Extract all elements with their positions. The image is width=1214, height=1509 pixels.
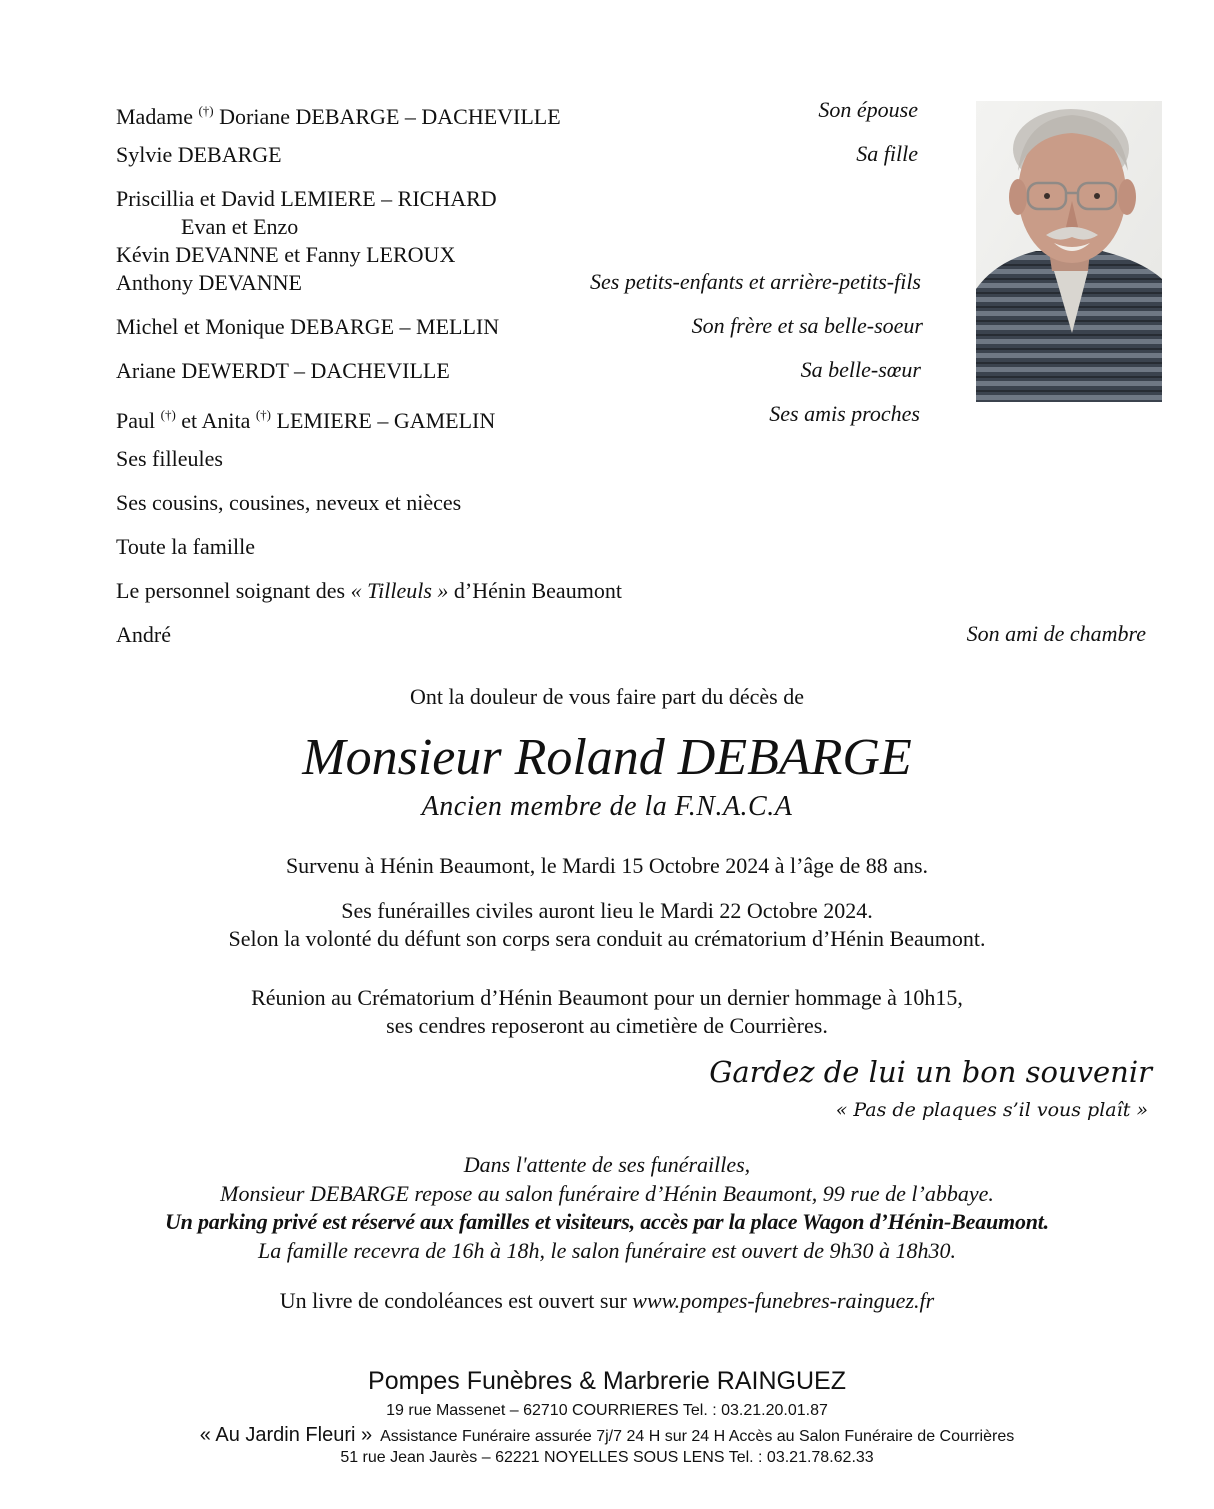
condolence-website-link[interactable]: www.pompes-funebres-rainguez.fr xyxy=(632,1288,935,1313)
relation-sister-in-law: Sa belle-sœur xyxy=(800,357,921,382)
condolence-book-line: Un livre de condoléances est ouvert sur www.pompes-funebres-rainguez.fr xyxy=(279,1288,935,1313)
relation-friends: Ses amis proches xyxy=(769,401,920,426)
visiting-hours-line: La famille recevra de 16h à 18h, le salon funéraire est ouvert de 9h30 à 18h30. xyxy=(258,1238,956,1263)
family-line-grandchild-3: Anthony DEVANNE xyxy=(116,270,302,295)
ashes-info: ses cendres reposeront au cimetière de Courrières. xyxy=(386,1013,828,1038)
funeral-home-line: Monsieur DEBARGE repose au salon funéraire d’Hénin Beaumont, 99 rue de l’abbaye. xyxy=(220,1181,994,1206)
company-address-1: 19 rue Massenet – 62710 COURRIERES Tel. : 03.21.20.01.87 xyxy=(386,1402,828,1419)
funeral-company-name: Pompes Funèbres & Marbrerie RAINGUEZ xyxy=(368,1367,846,1395)
family-line-goddaughters: Ses filleules xyxy=(116,446,223,471)
family-line-greatgrandchildren: Evan et Enzo xyxy=(181,214,299,239)
parking-line: Un parking privé est réservé aux familles et visiteurs, accès par la place Wagon d’Hénin-Beaumont. xyxy=(164,1209,1049,1234)
gathering-info: Réunion au Crématorium d’Hénin Beaumont pour un dernier hommage à 10h15, xyxy=(251,985,963,1010)
deceased-portrait xyxy=(976,101,1162,402)
relation-spouse: Son épouse xyxy=(818,97,918,122)
company-services-line: « Au Jardin Fleuri » Assistance Funéraire assurée 7j/7 24 H sur 24 H Accès au Salon Funéraire de Courrières xyxy=(199,1424,1015,1446)
family-line-care-staff: Le personnel soignant des « Tilleuls » d’Hénin Beaumont xyxy=(116,578,622,603)
family-line-friends: Paul (†) et Anita (†) LEMIERE – GAMELIN xyxy=(116,407,496,433)
funeral-date: Ses funérailles civiles auront lieu le Mardi 22 Octobre 2024. xyxy=(341,898,873,923)
funeral-cremation: Selon la volonté du défunt son corps sera conduit au crématorium d’Hénin Beaumont. xyxy=(228,926,986,951)
family-line-brother: Michel et Monique DEBARGE – MELLIN xyxy=(116,314,500,339)
family-line-roommate: André xyxy=(116,622,171,647)
family-line-sister-in-law: Ariane DEWERDT – DACHEVILLE xyxy=(116,358,450,383)
family-line-spouse: Madame (†) Doriane DEBARGE – DACHEVILLE xyxy=(116,103,561,129)
souvenir-phrase: Gardez de lui un bon souvenir xyxy=(709,1055,1152,1089)
relation-grandchildren: Ses petits-enfants et arrière-petits-fils xyxy=(590,269,921,294)
announcement-intro: Ont la douleur de vous faire part du décès de xyxy=(409,684,805,709)
deceased-name: Monsieur Roland DEBARGE xyxy=(302,729,912,786)
family-line-daughter: Sylvie DEBARGE xyxy=(116,142,282,167)
no-plaques-note: « Pas de plaques s’il vous plaît » xyxy=(835,1099,1148,1121)
death-details: Survenu à Hénin Beaumont, le Mardi 15 Octobre 2024 à l’âge de 88 ans. xyxy=(285,853,929,878)
company-address-2: 51 rue Jean Jaurès – 62221 NOYELLES SOUS LENS Tel. : 03.21.78.62.33 xyxy=(340,1449,874,1466)
family-line-all-family: Toute la famille xyxy=(116,534,255,559)
relation-daughter: Sa fille xyxy=(856,141,918,166)
relation-brother: Son frère et sa belle-soeur xyxy=(691,313,923,338)
family-line-cousins: Ses cousins, cousines, neveux et nièces xyxy=(116,490,462,515)
jardin-fleuri-name: « Au Jardin Fleuri » xyxy=(199,1424,373,1446)
deceased-membership: Ancien membre de la F.N.A.C.A xyxy=(421,791,793,822)
relation-roommate: Son ami de chambre xyxy=(966,621,1146,646)
family-line-grandchild-2: Kévin DEVANNE et Fanny LEROUX xyxy=(116,242,456,267)
waiting-line: Dans l'attente de ses funérailles, xyxy=(463,1152,751,1177)
family-line-grandchild-1: Priscillia et David LEMIERE – RICHARD xyxy=(116,186,497,211)
